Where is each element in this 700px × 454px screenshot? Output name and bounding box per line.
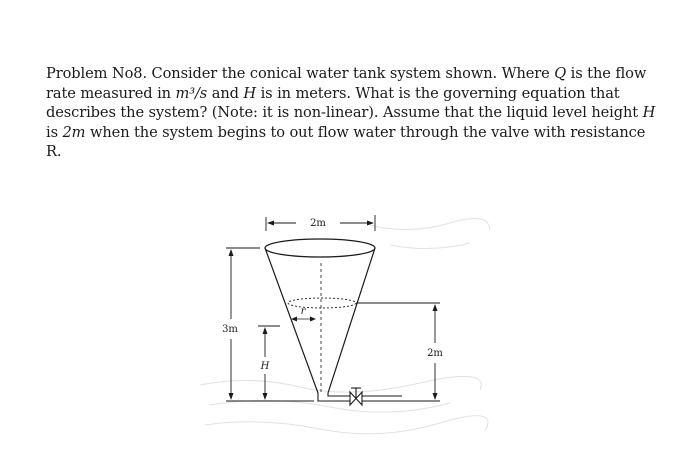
tank-walls	[265, 248, 375, 393]
height-arrow-top	[229, 249, 234, 256]
liquid-height-arrow-top	[263, 327, 268, 334]
valve-icon	[350, 388, 362, 405]
level-arrow-top	[433, 304, 438, 311]
problem-text-6: when the system begins to out flow water through the valve with resistance R.	[46, 123, 646, 160]
problem-text-3: and	[207, 84, 244, 102]
tank-diagram	[190, 205, 490, 450]
liquid-surface	[288, 298, 356, 308]
variable-h: H	[243, 84, 257, 102]
variable-q: Q	[554, 65, 567, 82]
problem-text-2: is the flow rate measured in	[46, 65, 647, 102]
problem-text-1: Problem No8. Consider the conical water tank system shown. Where	[46, 65, 555, 82]
liquid-height-label: H	[260, 361, 270, 372]
problem-statement	[46, 64, 656, 162]
height-label: 3m	[222, 324, 238, 335]
level-arrow-bottom	[433, 393, 438, 400]
level-label: 2m	[427, 348, 443, 359]
height-dimension	[226, 248, 314, 401]
top-width-label: 2m	[310, 218, 326, 229]
liquid-height-arrow-bottom	[263, 393, 268, 400]
problem-text-5: is	[46, 123, 63, 141]
unit-flow-rate: m³/s	[175, 84, 208, 102]
problem-text-4: is in meters. What is the governing equation that describes the system? (Note: it is non-linear). Assume that the liquid level height	[46, 84, 643, 121]
value-2m: 2m	[62, 123, 86, 141]
conical-tank-figure	[190, 205, 490, 450]
variable-h-2: H	[642, 104, 656, 121]
height-arrow-bottom	[229, 393, 234, 400]
radius-arrow-right	[310, 317, 316, 322]
radius-label: r	[300, 306, 306, 317]
tank-rim	[265, 239, 375, 257]
top-dim-arrow-left	[267, 221, 274, 226]
